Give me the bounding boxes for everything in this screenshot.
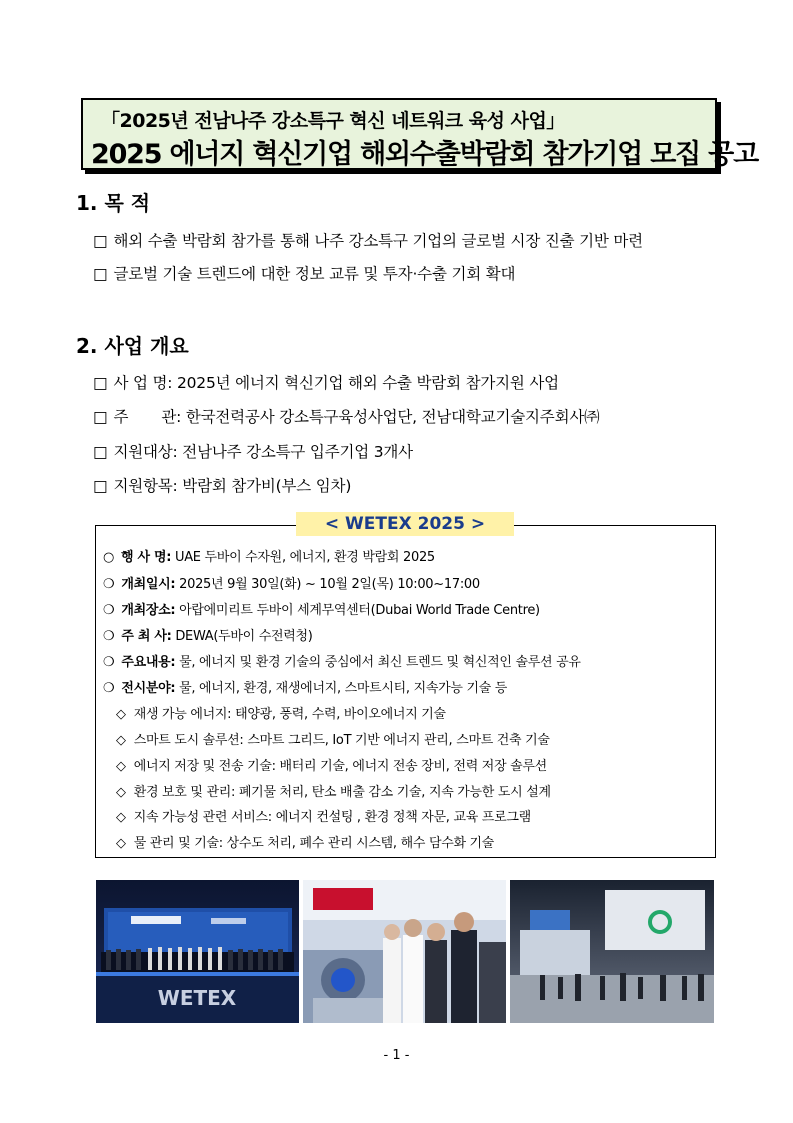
circle-bullet-icon: ❍ — [103, 603, 115, 618]
circle-bullet-icon: ❍ — [103, 629, 115, 644]
wetex-info-item: ❍ 주 최 사: DEWA(두바이 수전력청) — [103, 629, 313, 644]
diamond-bullet-icon: ◇ — [116, 733, 126, 748]
purpose-bullet: □ 해외 수출 박람회 참가를 통해 나주 강소특구 기업의 글로벌 시장 진출 기반 마련 — [93, 232, 643, 250]
wetex-info-item: ❍ 개최일시: 2025년 9월 30일(화) ~ 10월 2일(목) 10:00~17:00 — [103, 577, 480, 592]
checkbox-square-icon: □ — [93, 232, 108, 250]
overview-bullet: □ 사 업 명: 2025년 에너지 혁신기업 해외 수출 박람회 참가지원 사업 — [93, 374, 559, 392]
checkbox-square-icon: □ — [93, 374, 108, 392]
checkbox-square-icon: □ — [93, 408, 108, 426]
wetex-info-item: ❍ 전시분야: 물, 에너지, 환경, 재생에너지, 스마트시티, 지속가능 기술 등 — [103, 681, 508, 696]
photo-stage-ceremony-image — [96, 880, 299, 1023]
overview-bullet: □ 지원항목: 박람회 참가비(부스 임차) — [93, 477, 352, 495]
overview-bullet: □ 지원대상: 전남나주 강소특구 입주기업 3개사 — [93, 443, 413, 461]
photo-banner-text: WETEX — [157, 986, 237, 1010]
photo-officials-visit-image — [303, 880, 506, 1023]
circle-bullet-icon: ❍ — [103, 655, 115, 670]
wetex-sub-item: ◇ 지속 가능성 관련 서비스: 에너지 컨설팅 , 환경 정책 자문, 교육 프로그램 — [116, 810, 531, 825]
photo-stage-ceremony — [96, 880, 299, 1023]
wetex-info-item: ❍ 개최장소: 아랍에미리트 두바이 세계무역센터(Dubai World Trade Centre) — [103, 603, 540, 618]
wetex-sub-item: ◇ 스마트 도시 솔루션: 스마트 그리드, IoT 기반 에너지 관리, 스마트 건축 기술 — [116, 733, 550, 748]
diamond-bullet-icon: ◇ — [116, 759, 126, 774]
page-title: 2025 에너지 혁신기업 해외수출박람회 참가기업 모집 공고 — [91, 139, 758, 170]
wetex-sub-item: ◇ 환경 보호 및 관리: 폐기물 처리, 탄소 배출 감소 기술, 지속 가능한 도시 설계 — [116, 785, 551, 800]
overview-bullet: □ 주 관: 한국전력공사 강소특구육성사업단, 전남대학교기술지주회사㈜ — [93, 408, 600, 426]
wetex-sub-item: ◇ 물 관리 및 기술: 상수도 처리, 폐수 관리 시스템, 해수 담수화 기술 — [116, 836, 495, 851]
section-heading-purpose: 1. 목 적 — [76, 191, 151, 215]
wetex-info-item: ❍ 주요내용: 물, 에너지 및 환경 기술의 중심에서 최신 트렌드 및 혁신적인 솔루션 공유 — [103, 655, 581, 670]
photo-exhibition-hall-image — [510, 880, 714, 1023]
photo-officials-visit — [303, 880, 506, 1023]
page-number: - 1 - — [383, 1048, 410, 1063]
wetex-label: < WETEX 2025 > — [296, 512, 514, 536]
purpose-bullet: □ 글로벌 기술 트렌드에 대한 정보 교류 및 투자·수출 기회 확대 — [93, 265, 516, 283]
checkbox-square-icon: □ — [93, 477, 108, 495]
diamond-bullet-icon: ◇ — [116, 707, 126, 722]
diamond-bullet-icon: ◇ — [116, 810, 126, 825]
title-program: 「2025년 전남나주 강소특구 혁신 네트워크 육성 사업」 — [101, 110, 565, 132]
checkbox-square-icon: □ — [93, 265, 108, 283]
diamond-bullet-icon: ◇ — [116, 785, 126, 800]
photo-exhibition-hall — [510, 880, 714, 1023]
title-box — [81, 98, 758, 170]
wetex-info-item: ○ 행 사 명: UAE 두바이 수자원, 에너지, 환경 박람회 2025 — [103, 550, 435, 565]
circle-bullet-icon: ❍ — [103, 577, 115, 592]
wetex-sub-item: ◇ 에너지 저장 및 전송 기술: 배터리 기술, 에너지 전송 장비, 전력 저장 솔루션 — [116, 759, 547, 774]
section-heading-overview: 2. 사업 개요 — [76, 334, 189, 358]
diamond-bullet-icon: ◇ — [116, 836, 126, 851]
checkbox-square-icon: □ — [93, 443, 108, 461]
wetex-sub-item: ◇ 재생 가능 에너지: 태양광, 풍력, 수력, 바이오에너지 기술 — [116, 707, 446, 722]
circle-bullet-icon: ❍ — [103, 681, 115, 696]
circle-bullet-icon: ○ — [103, 550, 115, 565]
